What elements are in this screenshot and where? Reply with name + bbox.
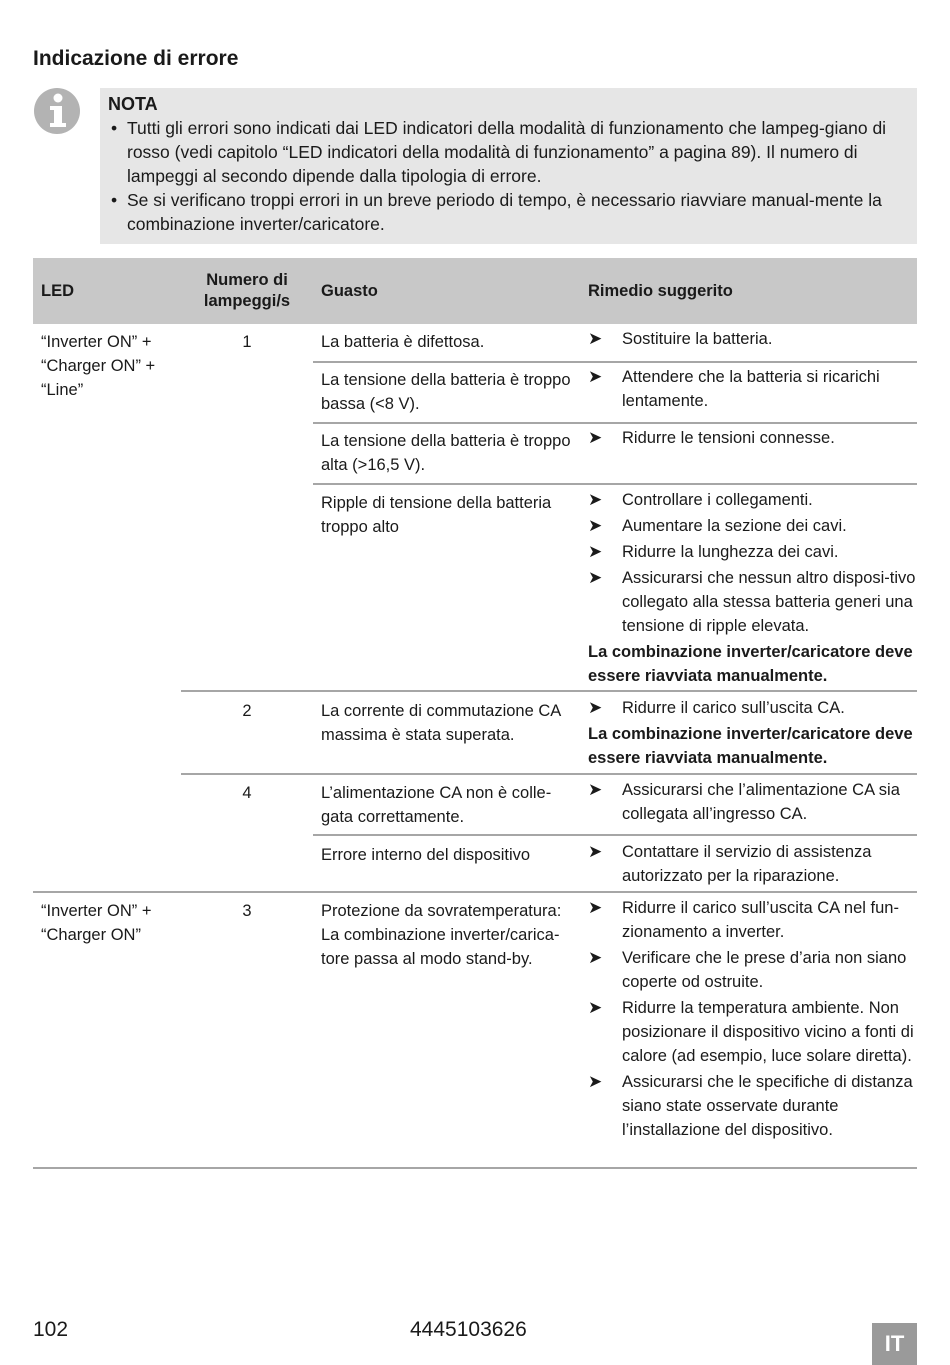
remedy-text: Ridurre il carico sull’uscita CA nel fun-zionamento a inverter. (622, 899, 899, 941)
arrow-icon: ➤ (588, 898, 603, 917)
fault-cell: Protezione da sovratemperatura: La combinazione inverter/carica-tore passa al modo stand-by. (321, 902, 562, 968)
remedy-text: Ridurre la temperatura ambiente. Non posizionare il dispositivo vicino a fonti di calore (ad esempio, luce solare diretta). (622, 999, 914, 1065)
remedy-cell (588, 896, 917, 1144)
remedy-cell (588, 365, 917, 415)
led-cell: “Inverter ON” + “Charger ON” (41, 902, 152, 944)
arrow-icon: ➤ (588, 1072, 603, 1091)
remedy-item (588, 896, 917, 944)
remedy-text: Verificare che le prese d’aria non siano coperte od ostruite. (622, 949, 907, 991)
remedy-cell (588, 778, 917, 828)
table-bottom-rule (33, 1167, 917, 1169)
remedy-cell (588, 327, 917, 353)
remedy-text: Contattare il servizio di assistenza autorizzato per la riparazione. (622, 843, 872, 885)
arrow-icon: ➤ (588, 428, 603, 447)
remedy-cell (588, 426, 917, 452)
row-divider (313, 422, 917, 424)
arrow-icon: ➤ (588, 998, 603, 1017)
fault-cell: La corrente di commutazione CA massima è stata superata. (321, 702, 561, 744)
remedy-cell (588, 488, 917, 690)
remedy-item (588, 778, 917, 826)
blink-count: 2 (242, 702, 252, 720)
row-divider (313, 361, 917, 363)
arrow-icon: ➤ (588, 367, 603, 386)
note-box (100, 88, 917, 244)
arrow-icon: ➤ (588, 542, 603, 561)
row-divider (181, 690, 917, 692)
note-list (108, 116, 907, 236)
remedy-item (588, 946, 917, 994)
fault-cell: Errore interno del dispositivo (321, 846, 531, 864)
note-item: • Se si verificano troppi errori in un breve periodo di tempo, è necessario riavviare manual-mente la combinazione inverter/caricatore. (108, 188, 907, 236)
remedy-text: Controllare i collegamenti. (622, 491, 813, 509)
remedy-text: Ridurre il carico sull’uscita CA. (622, 699, 845, 717)
row-divider (313, 483, 917, 485)
remedy-cell (588, 840, 917, 890)
remedy-text: Assicurarsi che nessun altro disposi-tivo collegato alla stessa batteria generi una tensione di ripple elevata. (622, 569, 916, 635)
remedy-item (588, 696, 917, 720)
page-title: Indicazione di errore (33, 47, 239, 70)
fault-cell: La batteria è difettosa. (321, 333, 485, 351)
remedy-item (588, 426, 917, 450)
arrow-icon: ➤ (588, 568, 603, 587)
remedy-item (588, 840, 917, 888)
arrow-icon: ➤ (588, 842, 603, 861)
remedy-text: Assicurarsi che le specifiche di distanza siano state osservate durante l’installazione del dispositivo. (622, 1073, 913, 1139)
fault-cell: La tensione della batteria è troppo alta (>16,5 V). (321, 432, 571, 474)
remedy-item (588, 566, 917, 638)
fault-cell: Ripple di tensione della batteria troppo alto (321, 494, 552, 536)
blink-count: 1 (242, 333, 252, 351)
row-divider (313, 834, 917, 836)
blink-count: 3 (242, 902, 252, 920)
arrow-icon: ➤ (588, 490, 603, 509)
remedy-text: Attendere che la batteria si ricarichi lentamente. (622, 368, 880, 410)
remedy-item (588, 488, 917, 512)
remedy-text: Aumentare la sezione dei cavi. (622, 517, 847, 535)
group-divider (33, 891, 917, 893)
remedy-text: Assicurarsi che l’alimentazione CA sia collegata all’ingresso CA. (622, 781, 900, 823)
arrow-icon: ➤ (588, 698, 603, 717)
restart-note: La combinazione inverter/caricatore deve essere riavviata manualmente. (588, 725, 913, 767)
row-divider (181, 773, 917, 775)
header-blinks (181, 258, 313, 324)
table-header (33, 258, 917, 324)
blink-count: 4 (242, 784, 252, 802)
remedy-item (588, 1070, 917, 1142)
header-fault: Guasto (321, 281, 378, 300)
remedy-text: Sostituire la batteria. (622, 330, 773, 348)
note-heading: NOTA (108, 94, 158, 114)
arrow-icon: ➤ (588, 329, 603, 348)
page-number: 102 (33, 1318, 69, 1341)
header-blinks-label: Numero di lampeggi/s (203, 271, 291, 310)
fault-cell: La tensione della batteria è troppo bassa (<8 V). (321, 371, 571, 413)
remedy-item (588, 540, 917, 564)
remedy-item (588, 327, 917, 351)
led-cell: “Inverter ON” + “Charger ON” + “Line” (41, 333, 156, 399)
remedy-text: Ridurre le tensioni connesse. (622, 429, 835, 447)
remedy-text: Ridurre la lunghezza dei cavi. (622, 543, 839, 561)
restart-note: La combinazione inverter/caricatore deve essere riavviata manualmente. (588, 643, 913, 685)
document-code: 4445103626 (410, 1318, 527, 1341)
remedy-item (588, 514, 917, 538)
arrow-icon: ➤ (588, 780, 603, 799)
remedy-item (588, 365, 917, 413)
remedy-item (588, 996, 917, 1068)
header-led: LED (41, 281, 74, 300)
info-icon (33, 87, 81, 135)
language-badge: IT (872, 1323, 917, 1365)
remedy-cell (588, 696, 917, 772)
arrow-icon: ➤ (588, 516, 603, 535)
arrow-icon: ➤ (588, 948, 603, 967)
header-remedy: Rimedio suggerito (588, 281, 733, 300)
fault-cell: L’alimentazione CA non è colle-gata correttamente. (321, 784, 552, 826)
note-item: • Tutti gli errori sono indicati dai LED indicatori della modalità di funzionamento che lampeg-giano di rosso (vedi capitolo “LED indicatori della modalità di funzionamento” a pagina 89). Il numero di lampeggi al secondo dipende dalla tipologia di errore. (108, 116, 907, 188)
